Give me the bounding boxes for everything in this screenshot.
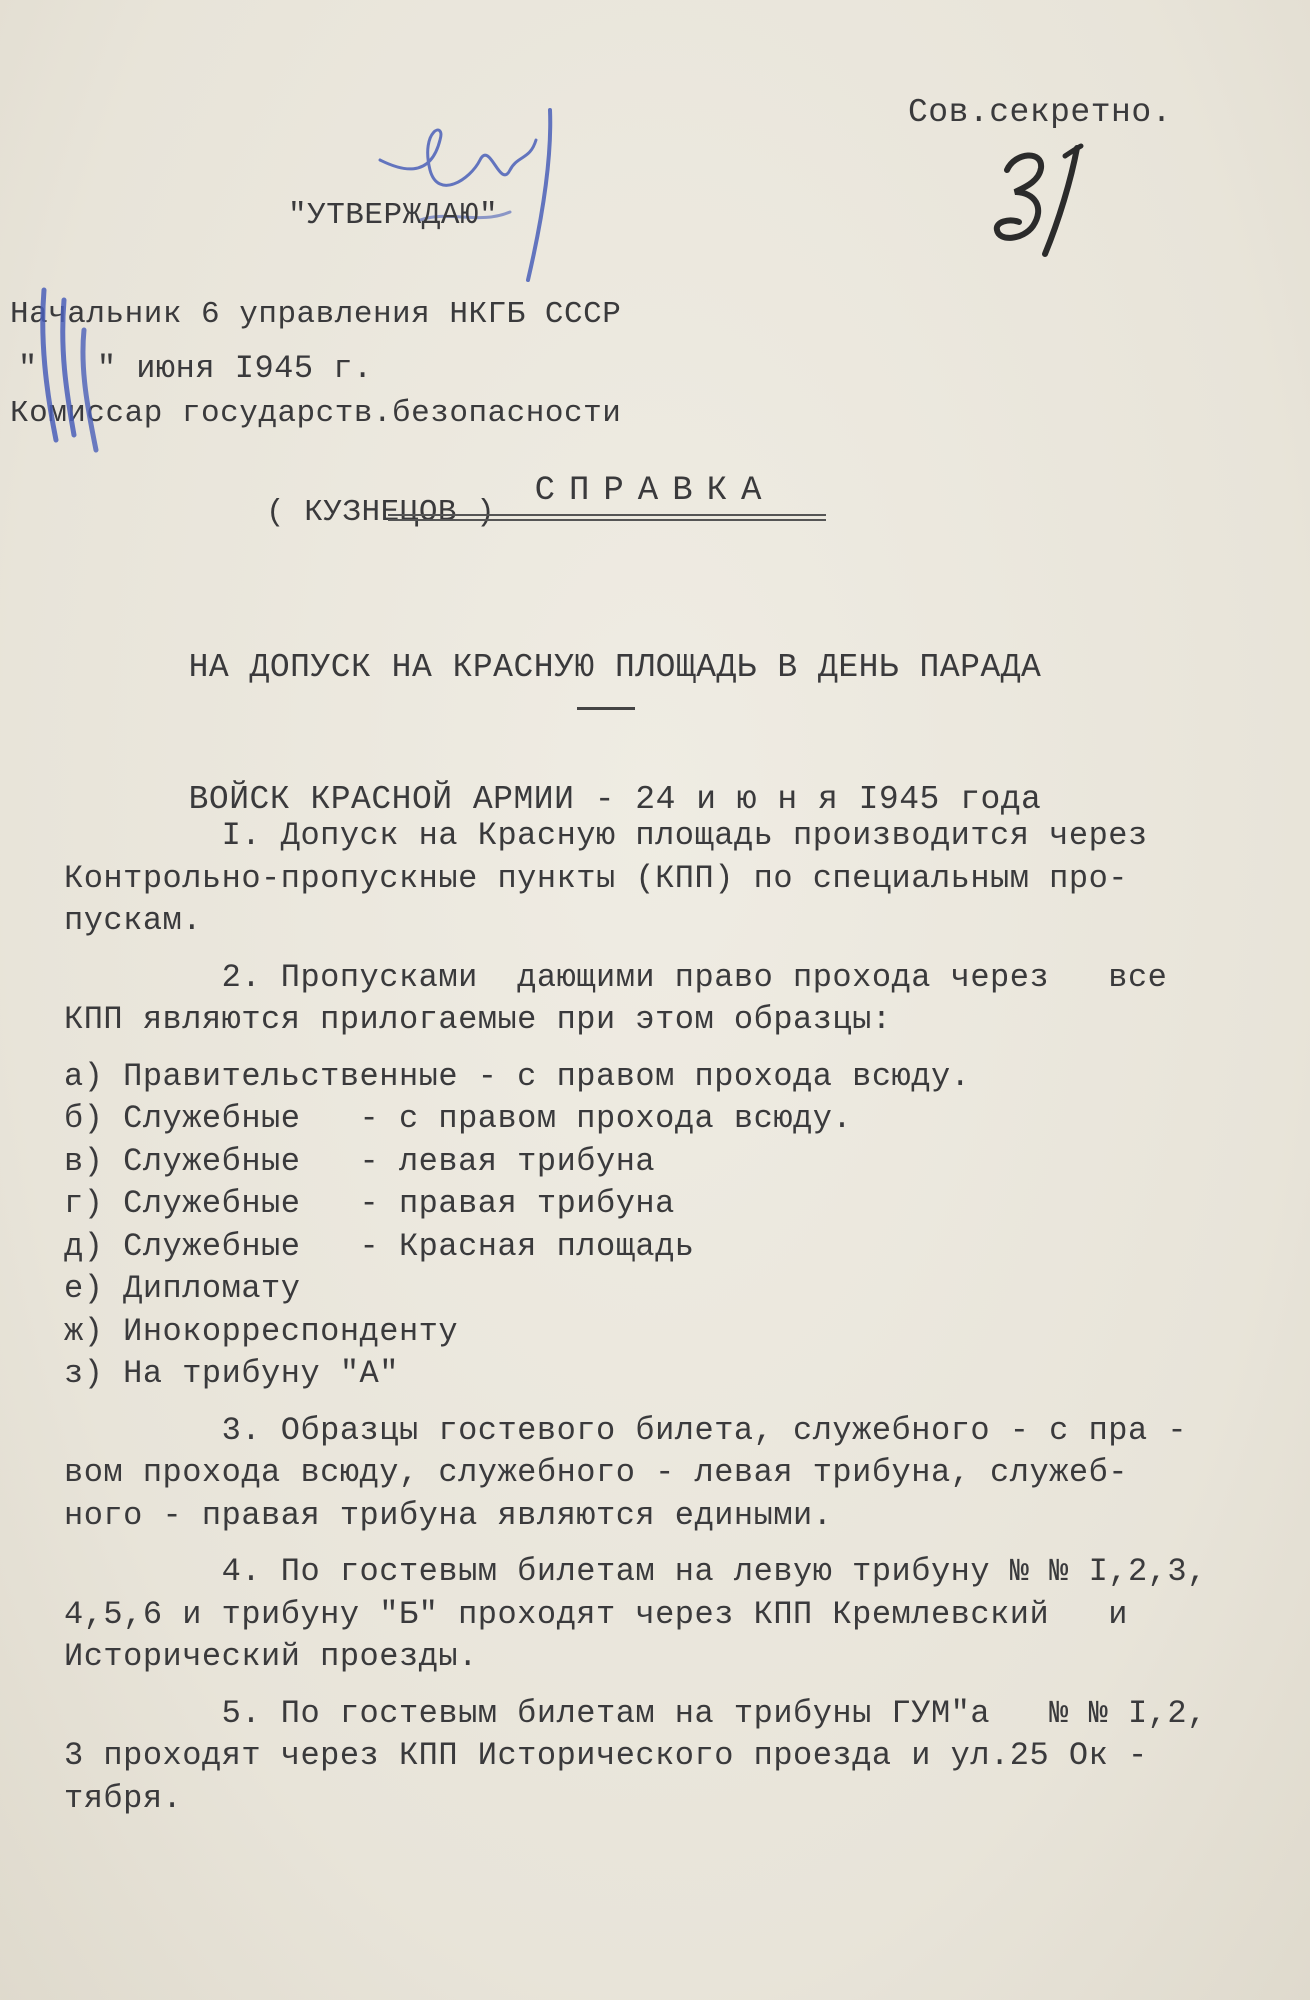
body-line: 2. Пропусками дающими право прохода через все	[64, 958, 1168, 996]
body-line: з) На трибуну "А"	[64, 1355, 399, 1392]
approval-line: Комиссар государств.безопасности	[10, 396, 622, 431]
approval-line: "УТВЕРЖДАЮ"	[288, 198, 499, 233]
body-line: 4. По гостевым билетам на левую трибуну № № I,2,3,	[64, 1553, 1207, 1590]
body-line: 4,5,6 и трибуну "Б" проходят через КПП Кремлевский и	[64, 1595, 1128, 1633]
body-line: Исторический проезды.	[64, 1638, 478, 1675]
body-line: ного - правая трибуна являются едиными.	[64, 1496, 833, 1534]
body-line: д) Служебные - Красная площадь	[64, 1227, 695, 1265]
subtitle-line: ВОЙСК КРАСНОЙ АРМИИ - 24 и ю н я I945 года	[188, 781, 1042, 818]
paragraph-gap	[64, 1679, 1214, 1693]
document-body	[64, 815, 1214, 1820]
body-line: в) Служебные - левая трибуна	[64, 1142, 656, 1180]
subtitle-line: НА ДОПУСК НА КРАСНУЮ ПЛОЩАДЬ В ДЕНЬ ПАРАДА	[188, 649, 1042, 686]
approval-line: Начальник 6 управления НКГБ СССР	[10, 297, 622, 332]
document-date: " " июня I945 г.	[18, 350, 373, 387]
body-line: а) Правительственные - с правом прохода всюду.	[64, 1057, 971, 1095]
paragraph-gap	[64, 943, 1214, 957]
body-line: КПП являются прилогаемые при этом образцы:	[64, 1001, 892, 1038]
paragraph-gap	[64, 1537, 1214, 1551]
body-line: I. Допуск на Красную площадь производится через	[64, 817, 1148, 854]
body-line: 3. Образцы гостевого билета, служебного - с пра -	[64, 1411, 1188, 1449]
classification-stamp: Сов.секретно.	[908, 94, 1172, 131]
body-line: Контрольно-пропускные пункты (КПП) по специальным про-	[64, 859, 1128, 897]
document-title: СПРАВКА	[534, 472, 776, 510]
body-line: 5. По гостевым билетам на трибуны ГУМ"а № № I,2,	[64, 1694, 1207, 1732]
body-line: вом прохода всюду, служебного - левая трибуна, служеб-	[64, 1454, 1128, 1491]
body-line: пускам.	[64, 902, 202, 939]
paragraph-gap	[64, 1396, 1214, 1410]
paragraph-gap	[64, 1042, 1214, 1056]
body-line: б) Служебные - с правом прохода всюду.	[64, 1100, 853, 1137]
body-line: 3 проходят через КПП Исторического проезда и ул.25 Ок -	[64, 1737, 1148, 1774]
separator-dash	[577, 707, 635, 710]
title-underline	[388, 519, 826, 521]
body-line: ж) Инокорреспонденту	[64, 1312, 459, 1350]
title-underline	[388, 514, 826, 516]
body-line: е) Дипломату	[64, 1270, 301, 1307]
handwritten-page-number	[985, 130, 1095, 260]
approval-line: ( КУЗНЕЦОВ )	[266, 495, 496, 530]
body-line: г) Служебные - правая трибуна	[64, 1185, 675, 1222]
body-line: тября.	[64, 1779, 183, 1817]
